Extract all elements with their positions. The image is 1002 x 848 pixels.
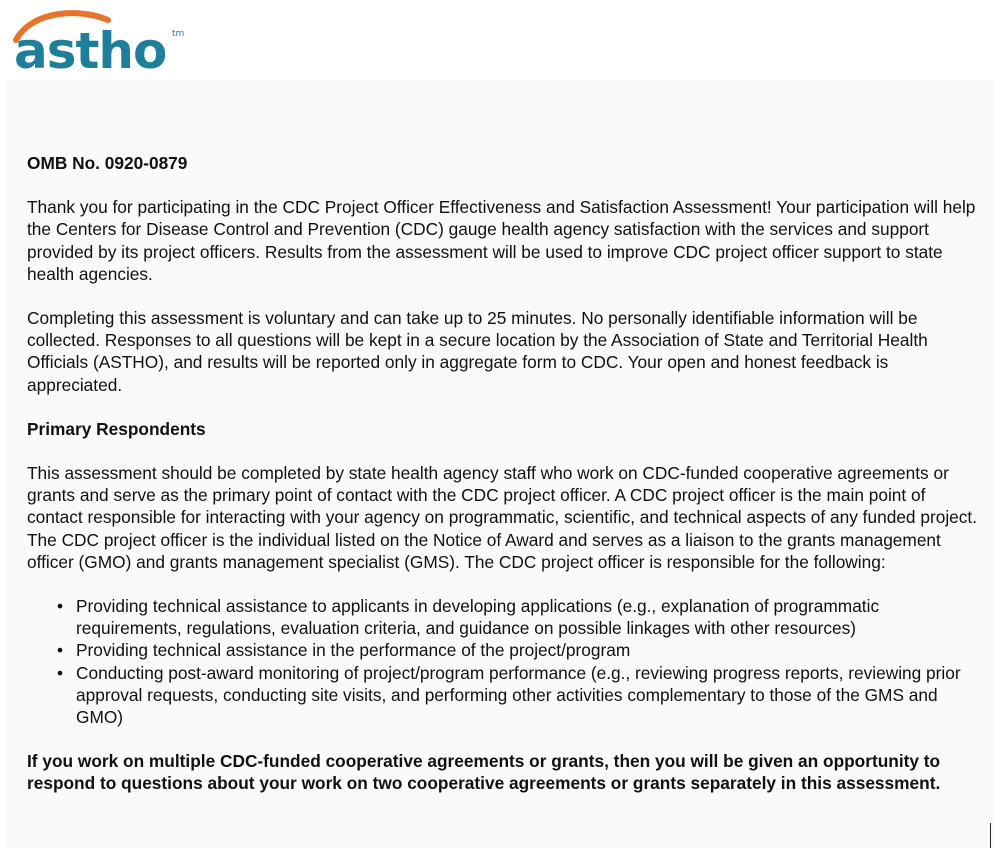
primary-respondents-paragraph: This assessment should be completed by state health agency staff who work on CDC-funded cooperative agreements or grants and serve as the primary point of contact with the CDC project officer. A CDC project officer is the main point of contact responsible for interacting with your agency on programmatic, scientific, and technical aspects of any funded project. The CDC project officer is the individual listed on the Notice of Award and serves as a liaison to the grants management officer (GMO) and grants management specialist (GMS). The CDC project officer is responsible for the following: bbox=[27, 463, 978, 572]
list-item: • Providing technical assistance in the performance of the project/program bbox=[76, 639, 982, 661]
project-officer-duties-list bbox=[27, 595, 982, 728]
list-item: • Providing technical assistance to applicants in developing applications (e.g., explanation of programmatic requirements, regulations, evaluation criteria, and guidance on possible linkages with other resources) bbox=[76, 595, 982, 639]
page-header bbox=[0, 0, 1002, 78]
logo-wordmark: astho bbox=[14, 22, 167, 74]
scroll-edge-divider bbox=[990, 823, 991, 848]
logo-trademark: tm bbox=[172, 29, 185, 39]
voluntary-paragraph: Completing this assessment is voluntary and can take up to 25 minutes. No personally identifiable information will be collected. Responses to all questions will be kept in a secure location by the Association of State and Territorial Health Officials (ASTHO), and results will be reported only in aggregate form to CDC. Your open and honest feedback is appreciated. bbox=[27, 308, 928, 395]
list-item: • Conducting post-award monitoring of project/program performance (e.g., reviewing progress reports, reviewing prior approval requests, conducting site visits, and performing other activities complementary to those of the GMS and GMO) bbox=[76, 662, 982, 729]
omb-number: OMB No. 0920-0879 bbox=[27, 153, 188, 173]
intro-paragraph: Thank you for participating in the CDC Project Officer Effectiveness and Satisfaction Assessment! Your participation will help the Centers for Disease Control and Prevention (CDC) gauge health agency satisfaction with the services and support provided by its project officers. Results from the assessment will be used to improve CDC project officer support to state health agencies. bbox=[27, 197, 976, 284]
assessment-intro-panel bbox=[6, 80, 994, 848]
assessment-intro-text bbox=[27, 152, 982, 817]
multiple-agreements-note: If you work on multiple CDC-funded cooperative agreements or grants, then you will be given an opportunity to respond to questions about your work on two cooperative agreements or grants separately in this assessment. bbox=[27, 751, 941, 794]
primary-respondents-heading: Primary Respondents bbox=[27, 418, 206, 439]
astho-logo bbox=[12, 6, 202, 74]
